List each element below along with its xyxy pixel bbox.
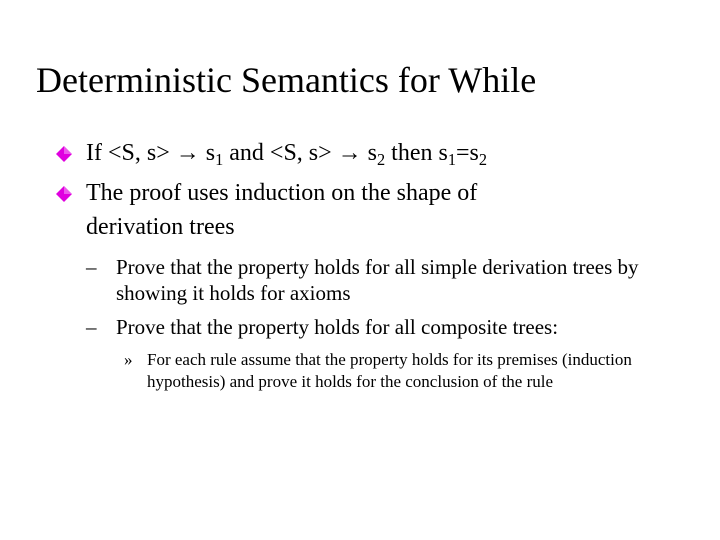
dash-marker: – <box>86 255 97 279</box>
bullet-text-segment: s <box>199 140 216 166</box>
bullet-text-segment: If <S, s> <box>86 140 176 166</box>
bullet-text-segment: and <S, s> <box>223 140 338 166</box>
subsub-bullet-item-1 <box>124 349 657 393</box>
sub-bullet-item-1 <box>86 254 646 306</box>
arrow-symbol: → <box>337 140 362 166</box>
subscript: 2 <box>478 150 488 170</box>
subscript: 1 <box>447 150 456 170</box>
sub-bullet-text: Prove that the property holds for all simple derivation trees by showing it holds for axioms <box>116 255 639 305</box>
dash-marker: – <box>86 315 97 339</box>
diamond-bullet-icon <box>56 186 72 202</box>
subsub-bullet-text: For each rule assume that the property holds for its premises (induction hypothesis) and prove it holds for the conclusion of the rule <box>147 350 632 391</box>
bullet-text-segment: s <box>361 140 378 166</box>
raquo-marker: » <box>124 350 133 369</box>
subscript: 2 <box>377 150 386 170</box>
slide-title: Deterministic Semantics for While <box>36 60 537 100</box>
bullet-item-2 <box>86 176 556 244</box>
sub-bullet-text: Prove that the property holds for all composite trees: <box>116 315 559 339</box>
diamond-bullet-icon <box>56 146 72 162</box>
bullet-item-1 <box>86 136 686 170</box>
sub-bullet-item-2 <box>86 314 676 340</box>
arrow-symbol: → <box>175 140 200 166</box>
bullet-text-segment: =s <box>456 140 479 166</box>
bullet-text-segment: then s <box>385 140 448 166</box>
bullet-text: The proof uses induction on the shape of derivation trees <box>86 180 478 240</box>
subscript: 1 <box>215 150 224 170</box>
